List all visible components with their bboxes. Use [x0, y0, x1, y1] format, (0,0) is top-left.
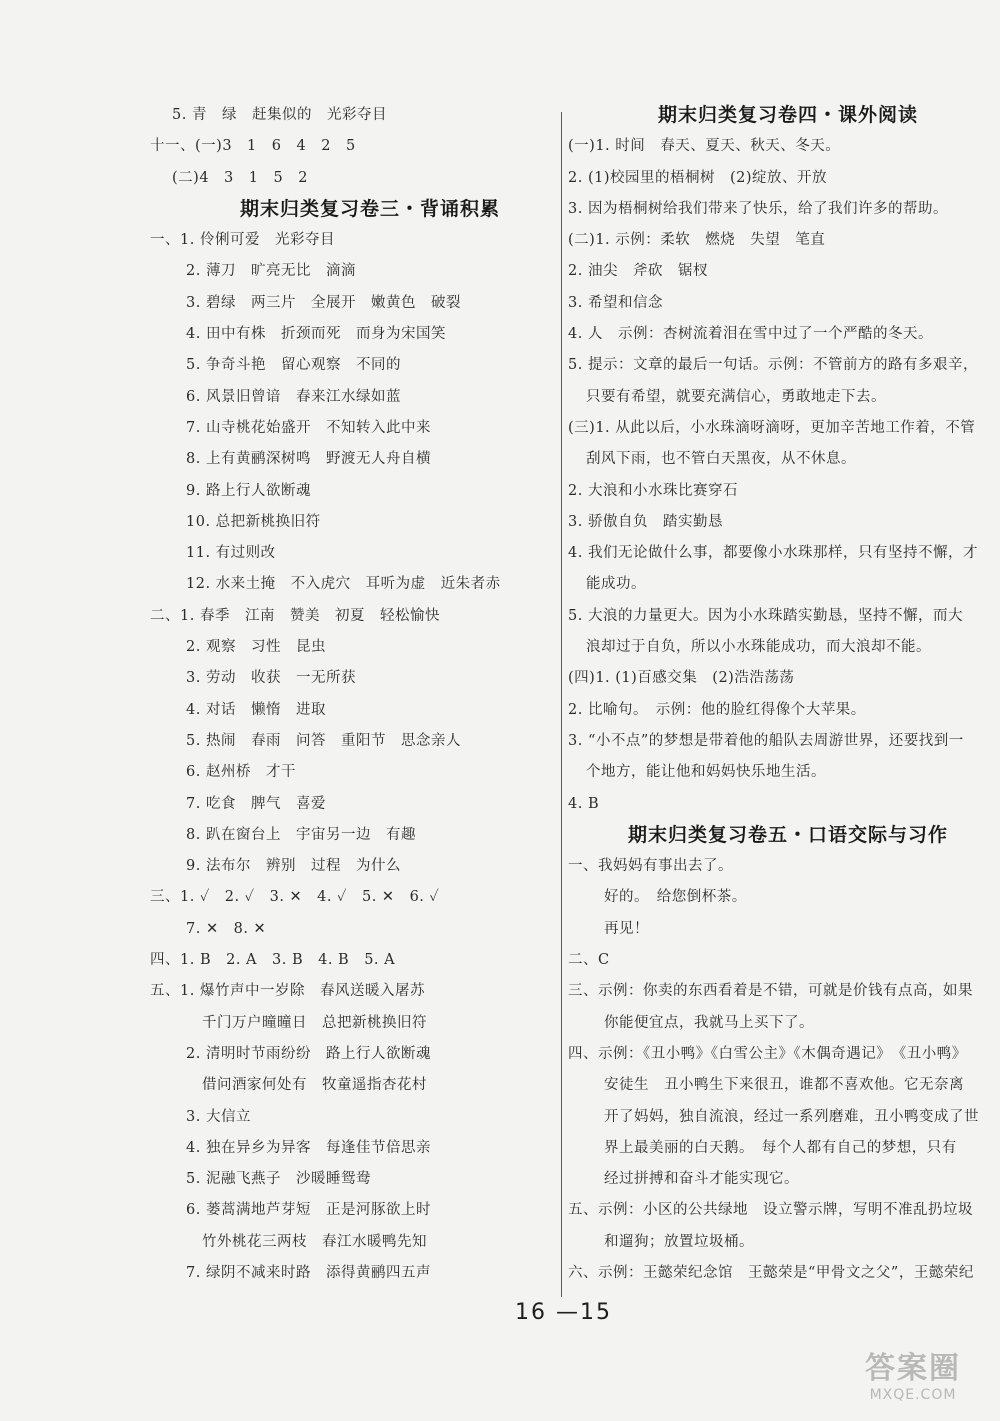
answer-line: 二、1. 春季 江南 赞美 初夏 轻松愉快 — [150, 607, 440, 624]
answer-line: 2. 薄刀 旷亮无比 滴滴 — [186, 263, 356, 280]
answer-line: 3. 大信立 — [186, 1108, 251, 1125]
answer-line: 三、示例：你卖的东西看着是不错，可就是价钱有点高，如果 — [568, 983, 973, 1000]
answer-line: 借问酒家何处有 牧童遥指杏花村 — [202, 1077, 427, 1094]
answer-line: 2. 大浪和小水珠比赛穿石 — [568, 482, 738, 499]
answer-line: 4. B — [568, 795, 600, 812]
answer-line: 5. 提示：文章的最后一句话。示例：不管前方的路有多艰辛， — [568, 357, 978, 374]
answer-line: 一、我妈妈有事出去了。 — [568, 858, 733, 875]
answer-line: 2. 清明时节雨纷纷 路上行人欲断魂 — [186, 1045, 431, 1062]
answer-line: (三)1. 从此以后，小水珠滴呀滴呀，更加辛苦地工作着，不管 — [568, 419, 976, 436]
answer-line: 再见！ — [604, 920, 649, 937]
answer-line: 7. ✕ 8. ✕ — [186, 920, 267, 937]
watermark-main: 答案圈 — [865, 1351, 961, 1386]
answer-line: (四)1. (1)百感交集 (2)浩浩荡荡 — [568, 670, 795, 687]
answer-line: 8. 上有黄鹂深树鸣 野渡无人舟自横 — [186, 451, 431, 468]
answer-line: 刮风下雨，也不管白天黑夜，从不休息。 — [586, 451, 856, 468]
answer-line: 4. 人 示例：杏树流着泪在雪中过了一个严酷的冬天。 — [568, 326, 933, 343]
page-number: 16 —15 — [515, 1300, 612, 1325]
answer-line: 三、1. ✓ 2. ✓ 3. ✕ 4. ✓ 5. ✕ 6. ✓ — [150, 889, 440, 906]
answer-line: 只要有希望，就要充满信心，勇敢地走下去。 — [586, 388, 886, 405]
answer-line: 6. 风景旧曾谙 春来江水绿如蓝 — [186, 388, 401, 405]
answer-line: 竹外桃花三两枝 春江水暖鸭先知 — [202, 1233, 427, 1250]
answer-line: 10. 总把新桃换旧符 — [186, 513, 321, 530]
answer-line: 五、示例：小区的公共绿地 设立警示牌，写明不准乱扔垃圾 — [568, 1202, 973, 1219]
answer-line: 个地方，能让他和妈妈快乐地生活。 — [586, 764, 826, 781]
answer-line: 能成功。 — [586, 576, 646, 593]
answer-line: 十一、(一)3 1 6 4 2 5 — [150, 138, 356, 155]
watermark-sub: MXQE.COM — [869, 1387, 957, 1403]
answer-line: 11. 有过则改 — [186, 545, 276, 562]
answer-line: 和遛狗；放置垃圾桶。 — [604, 1233, 754, 1250]
answer-line: 2. (1)校园里的梧桐树 (2)绽放、开放 — [568, 169, 828, 186]
answer-line: 7. 吃食 脾气 喜爱 — [186, 795, 326, 812]
answer-line: 8. 趴在窗台上 宇宙另一边 有趣 — [186, 826, 416, 843]
answer-line: 3. 骄傲自负 踏实勤恳 — [568, 513, 723, 530]
answer-line: 二、C — [568, 952, 610, 969]
answer-line: 5. 大浪的力量更大。因为小水珠踏实勤恳，坚持不懈，而大 — [568, 607, 963, 624]
answer-line: 四、1. B 2. A 3. B 4. B 5. A — [150, 952, 396, 969]
answer-line: 9. 路上行人欲断魂 — [186, 482, 311, 499]
answer-line: 2. 比喻句。 示例：他的脸红得像个大苹果。 — [568, 701, 866, 718]
answer-line: 5. 热闹 春雨 问答 重阳节 思念亲人 — [186, 732, 461, 749]
answer-line: 4. 独在异乡为异客 每逢佳节倍思亲 — [186, 1139, 431, 1156]
section-heading: 期末归类复习卷四・课外阅读 — [657, 104, 918, 126]
answer-line: (一)1. 时间 春天、夏天、秋天、冬天。 — [568, 138, 841, 155]
answer-line: 7. 绿阴不减来时路 添得黄鹂四五声 — [186, 1264, 431, 1281]
left-column — [150, 100, 550, 1289]
answer-line: 7. 山寺桃花始盛开 不知转入此中来 — [186, 419, 431, 436]
answer-line: 5. 泥融飞燕子 沙暖睡鸳鸯 — [186, 1171, 371, 1188]
answer-line: 经过拼搏和奋斗才能实现它。 — [604, 1171, 799, 1188]
section-heading: 期末归类复习卷五・口语交际与习作 — [627, 823, 948, 846]
answer-line: 四、示例：《丑小鸭》《白雪公主》《木偶奇遇记》 《丑小鸭》 — [568, 1045, 967, 1062]
answer-line: 5. 青 绿 赶集似的 光彩夺目 — [172, 107, 387, 123]
answer-line: 3. 希望和信念 — [568, 294, 663, 311]
answer-line: 界上最美丽的白天鹅。 每个人都有自己的梦想，只有 — [604, 1139, 957, 1156]
section-heading: 期末归类复习卷三・背诵积累 — [239, 197, 500, 220]
answer-line: 3. “小不点”的梦想是带着他的船队去周游世界，还要找到一 — [568, 732, 964, 749]
answer-line: 浪却过于自负，所以小水珠能成功，而大浪却不能。 — [586, 639, 931, 656]
answer-line: 4. 我们无论做什么事，都要像小水珠那样，只有坚持不懈，才 — [568, 545, 978, 562]
answer-line: 好的。 给您倒杯茶。 — [604, 889, 747, 906]
answer-line: 9. 法布尔 辨别 过程 为什么 — [186, 858, 401, 875]
answer-line: 4. 对话 懒惰 进取 — [186, 701, 326, 718]
answer-line: 3. 因为梧桐树给我们带来了快乐，给了我们许多的帮助。 — [568, 200, 948, 217]
answer-line: 3. 碧绿 两三片 全展开 嫩黄色 破裂 — [186, 294, 461, 311]
answer-line: 2. 观察 习性 昆虫 — [186, 639, 326, 656]
answer-line: 五、1. 爆竹声中一岁除 春风送暖入屠苏 — [150, 983, 425, 1000]
answer-line: 2. 油尖 斧砍 锯杈 — [568, 263, 708, 280]
answer-line: 你能便宜点，我就马上买下了。 — [604, 1014, 814, 1031]
watermark-logo — [838, 1343, 988, 1413]
answer-line: 12. 水来土掩 不入虎穴 耳听为虚 近朱者赤 — [186, 576, 501, 593]
answer-line: 安徒生 丑小鸭生下来很丑，谁都不喜欢他。它无奈离 — [604, 1077, 964, 1094]
answer-line: 千门万户曈曈日 总把新桃换旧符 — [202, 1014, 427, 1031]
answer-line: 六、示例：王懿荣纪念馆 王懿荣是“甲骨文之父”，王懿荣纪 — [568, 1264, 974, 1281]
answer-line: 6. 蒌蒿满地芦芽短 正是河豚欲上时 — [186, 1202, 431, 1219]
answer-line: 4. 田中有株 折颈而死 而身为宋国笑 — [186, 326, 446, 343]
right-column — [568, 100, 979, 1289]
column-divider — [561, 112, 562, 1297]
answer-line: (二)4 3 1 5 2 — [172, 169, 308, 186]
answer-line: (二)1. 示例：柔软 燃烧 失望 笔直 — [568, 232, 826, 249]
answer-line: 开了妈妈，独自流浪，经过一系列磨难，丑小鸭变成了世 — [604, 1108, 979, 1125]
answer-line: 5. 争奇斗艳 留心观察 不同的 — [186, 357, 401, 374]
answer-line: 3. 劳动 收获 一无所获 — [186, 670, 356, 687]
answer-line: 一、1. 伶俐可爱 光彩夺目 — [150, 232, 335, 249]
answer-line: 6. 赵州桥 才干 — [186, 764, 296, 781]
